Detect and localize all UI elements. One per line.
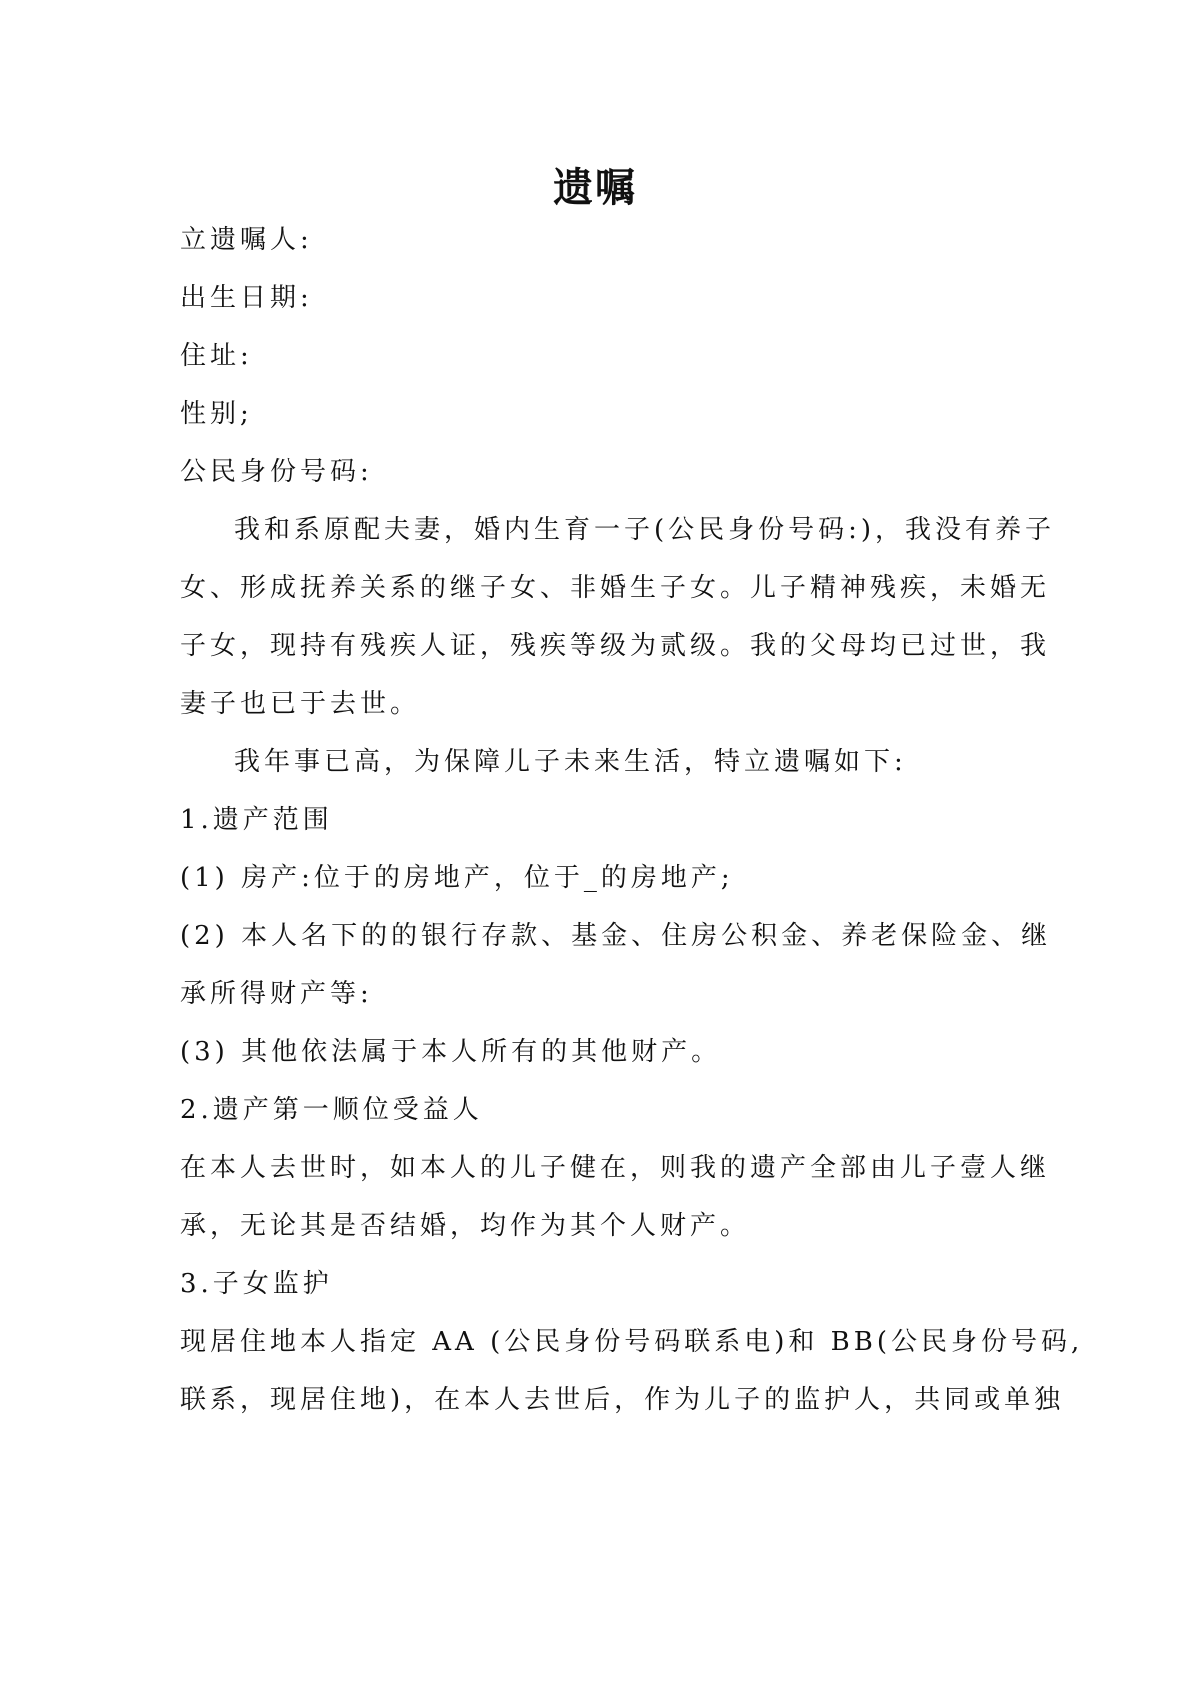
document-title: 遗嘱 xyxy=(553,164,637,211)
paragraph-family-line-1: 我和系原配夫妻，婚内生育一子(公民身份号码:)，我没有养子 xyxy=(234,515,1056,545)
estate-item-2-line-1: (2) 本人名下的的银行存款、基金、住房公积金、养老保险金、继 xyxy=(180,921,1052,951)
field-testator: 立遗嘱人: xyxy=(180,225,313,255)
guardianship-line-1: 现居住地本人指定 AA (公民身份号码联系电)和 BB(公民身份号码, xyxy=(180,1327,1084,1357)
estate-item-3: (3) 其他依法属于本人所有的其他财产。 xyxy=(180,1037,722,1067)
estate-item-2-line-2: 承所得财产等: xyxy=(180,979,373,1009)
field-address: 住址: xyxy=(180,341,253,371)
paragraph-family-line-2: 女、形成抚养关系的继子女、非婚生子女。儿子精神残疾，未婚无 xyxy=(180,573,1051,603)
beneficiary-line-2: 承，无论其是否结婚，均作为其个人财产。 xyxy=(180,1211,751,1241)
section-heading-beneficiary: 2.遗产第一顺位受益人 xyxy=(180,1095,483,1125)
section-heading-estate: 1.遗产范围 xyxy=(180,805,333,835)
paragraph-family-line-4: 妻子也已于去世。 xyxy=(180,689,421,719)
paragraph-intro: 我年事已高，为保障儿子未来生活，特立遗嘱如下: xyxy=(234,747,907,777)
field-id-number: 公民身份号码: xyxy=(180,457,373,487)
guardianship-line-2: 联系，现居住地)，在本人去世后，作为儿子的监护人，共同或单独 xyxy=(180,1385,1065,1415)
beneficiary-line-1: 在本人去世时，如本人的儿子健在，则我的遗产全部由儿子壹人继 xyxy=(180,1153,1051,1183)
field-birth-date: 出生日期: xyxy=(180,283,313,313)
field-gender: 性别; xyxy=(180,399,253,429)
section-heading-guardianship: 3.子女监护 xyxy=(180,1269,333,1299)
paragraph-family-line-3: 子女，现持有残疾人证，残疾等级为贰级。我的父母均已过世，我 xyxy=(180,631,1051,661)
estate-item-1: (1) 房产:位于的房地产，位于_的房地产; xyxy=(180,863,734,893)
